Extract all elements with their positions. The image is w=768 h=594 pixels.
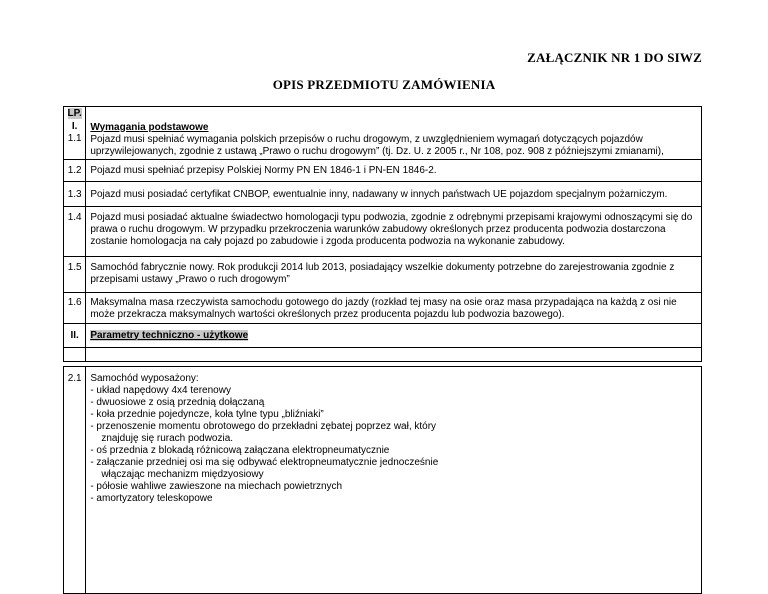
row-text-cell bbox=[86, 206, 702, 256]
equipment-line: - półosie wahliwe zawieszone na miechach powietrznych bbox=[90, 481, 343, 492]
row-number: 1.1 bbox=[67, 132, 82, 144]
equipment-line: znajduję się rurach podwozia. bbox=[101, 433, 234, 444]
row-text: Pojazd musi posiadać certyfikat CNBOP, ewentualnie inny, nadawany w innych państwach UE pojazdom specjalnym pożarniczym. bbox=[90, 188, 668, 200]
row-text-cell bbox=[86, 181, 702, 206]
section-title-cell bbox=[86, 323, 702, 347]
section-title: Wymagania podstawowe bbox=[90, 121, 209, 133]
row-number: 1.4 bbox=[67, 211, 82, 223]
empty-cell bbox=[86, 347, 702, 361]
section-text-cell bbox=[86, 121, 702, 160]
row-number-cell bbox=[64, 367, 86, 594]
row-text: Pojazd musi spełniać przepisy Polskiej Normy PN EN 1846-1 i PN-EN 1846-2. bbox=[90, 164, 437, 176]
row-text: Samochód fabrycznie nowy. Rok produkcji 2014 lub 2013, posiadający wszelkie dokumenty potrzebne do zarejestrowania zgodnie z przepisami ustawy „Prawo o ruch drogowym” bbox=[90, 261, 675, 285]
lp-header-cell bbox=[64, 107, 86, 121]
lp-label: LP. bbox=[67, 108, 82, 119]
lp-empty-cell bbox=[86, 107, 702, 121]
row-text-cell bbox=[86, 292, 702, 323]
row-number-cell bbox=[64, 206, 86, 256]
row-number: 1.5 bbox=[67, 261, 82, 273]
row-number-cell bbox=[64, 256, 86, 292]
row-number-cell bbox=[64, 292, 86, 323]
section-number-cell bbox=[64, 323, 86, 347]
equipment-line: - układ napędowy 4x4 terenowy bbox=[90, 385, 231, 396]
row-number: 2.1 bbox=[67, 373, 82, 384]
equipment-line: Samochód wyposażony: bbox=[90, 373, 199, 384]
equipment-line: - koła przednie pojedyncze, koła tylne typu „bliźniaki” bbox=[90, 409, 324, 420]
section-cell bbox=[64, 121, 86, 160]
row-number: 1.2 bbox=[67, 164, 82, 176]
section-number: I. bbox=[71, 120, 78, 132]
row-text: Pojazd musi spełniać wymagania polskich przepisów o ruchu drogowym, z uwzględnieniem wymagań dotyczących pojazdów uprzywilejowanych, zgodnie z ustawą „Prawo o ruchu drogowym” (tj. Dz. U. z 2005 r., Nr 108, poz. 908 z późniejszymi zmianami), bbox=[90, 133, 664, 157]
row-text-cell bbox=[86, 159, 702, 181]
empty-cell bbox=[64, 347, 86, 361]
page-title: OPIS PRZEDMIOTU ZAMÓWIENIA bbox=[272, 77, 496, 92]
row-number-cell bbox=[64, 181, 86, 206]
row-number: 1.3 bbox=[67, 188, 82, 200]
equipment-line: - przenoszenie momentu obrotowego do przekładni zębatej poprzez wał, który bbox=[90, 421, 437, 432]
requirements-table-technical bbox=[63, 366, 702, 594]
equipment-line: - dwuosiowe z osią przednią dołączaną bbox=[90, 397, 265, 408]
equipment-line: - amortyzatory teleskopowe bbox=[90, 493, 213, 504]
row-text-cell bbox=[86, 367, 702, 594]
row-number-cell bbox=[64, 159, 86, 181]
equipment-line: - załączanie przedniej osi ma się odbywać elektropneumatycznie jednocześnie bbox=[90, 457, 439, 468]
equipment-line: - oś przednia z blokadą różnicową załączana elektropneumatycznie bbox=[90, 445, 390, 456]
attachment-label: ZAŁĄCZNIK NR 1 DO SIWZ bbox=[527, 50, 702, 65]
row-text-cell bbox=[86, 256, 702, 292]
section-number: II. bbox=[70, 329, 79, 341]
section-title: Parametry techniczno - użytkowe bbox=[90, 329, 249, 341]
row-text: Maksymalna masa rzeczywista samochodu gotowego do jazdy (rozkład tej masy na osie oraz masa przypadająca na każdą z osi nie może przekracza maksymalnych wartości określonych przez producenta pojazdu lub podwozia bazowego). bbox=[90, 296, 677, 320]
row-number: 1.6 bbox=[67, 296, 82, 308]
requirements-table-basic bbox=[63, 106, 702, 362]
equipment-line: włączając mechanizm międzyosiowy bbox=[101, 469, 264, 480]
row-text: Pojazd musi posiadać aktualne świadectwo homologacji typu podwozia, zgodnie z odrębnymi przepisami krajowymi odnoszącymi się do prawa o ruchu drogowym. W przypadku przekroczenia warunków zabudowy określonych przez producenta podwozia dostarczona zostanie homologacja na cały pojazd po zabudowie i zgoda producenta podwozia na wykonanie zabudowy. bbox=[90, 211, 693, 247]
